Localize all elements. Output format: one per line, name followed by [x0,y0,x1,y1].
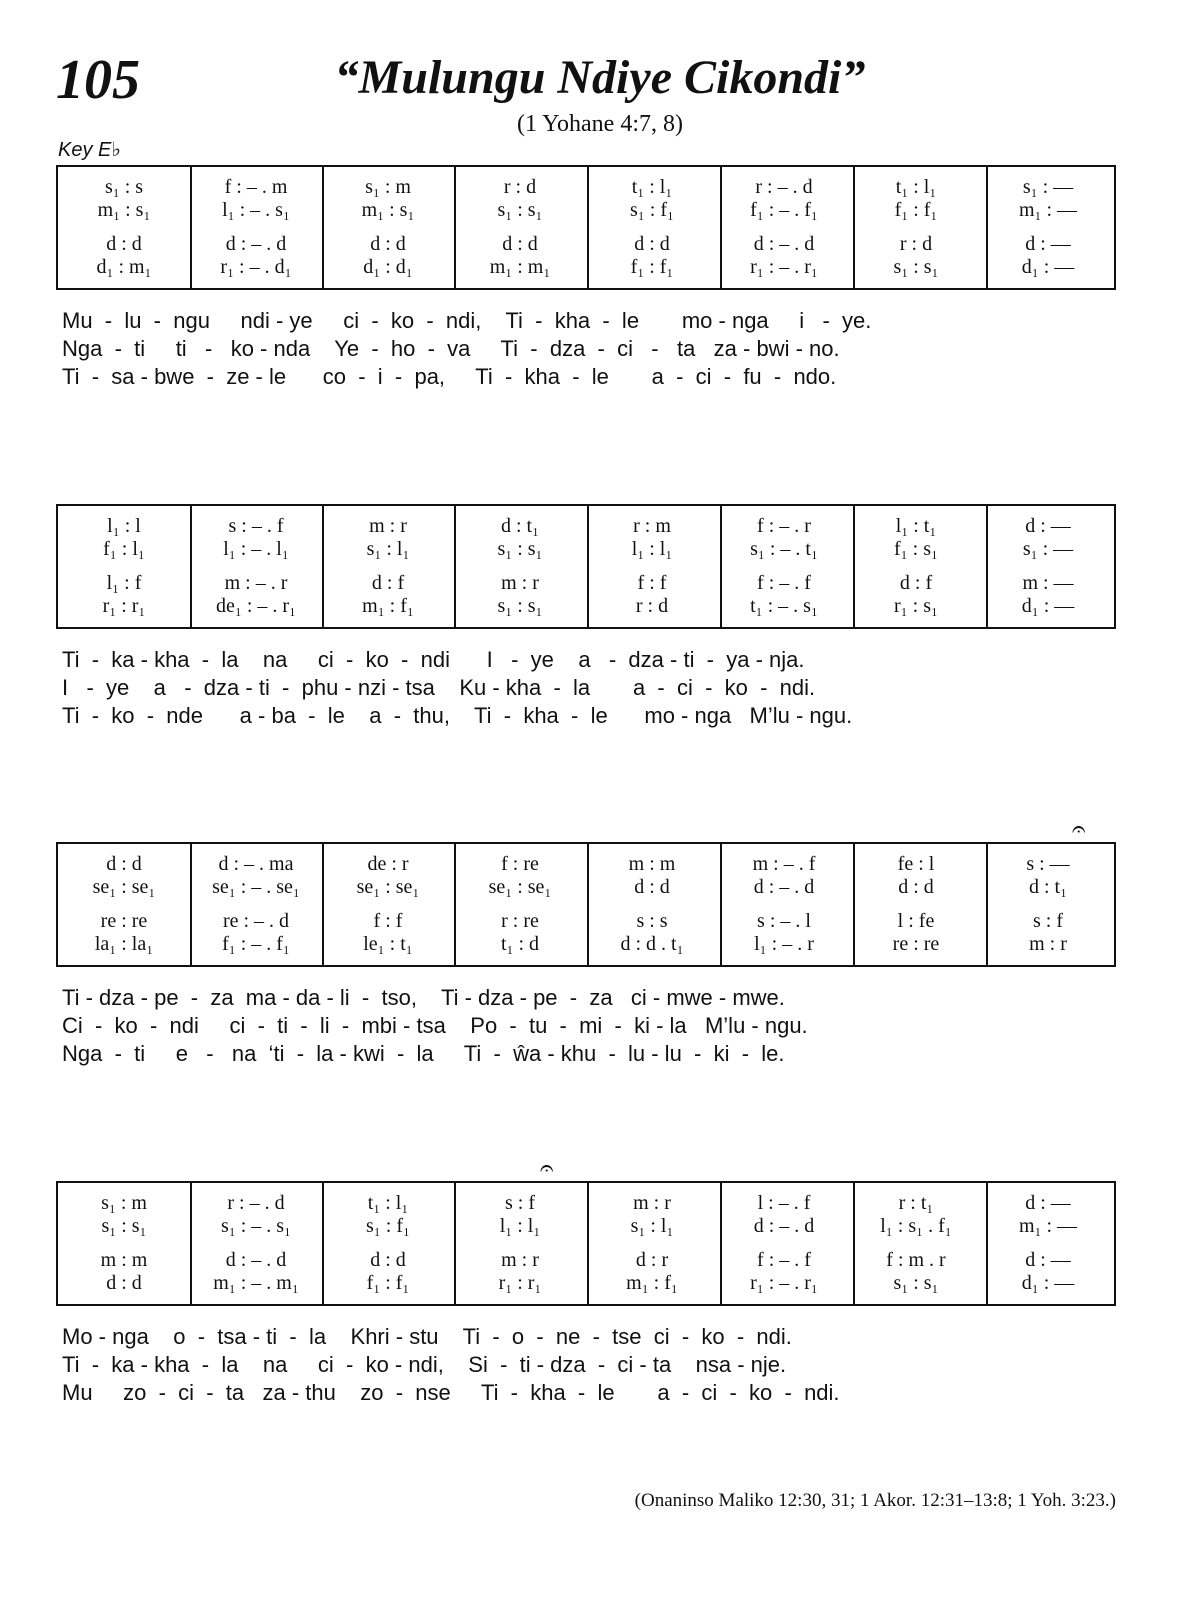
measure-notes: t₁ : – . s₁ [750,595,818,617]
measure-notes: f : – . r [757,515,811,537]
measure-notes: s₁ : — [1022,176,1074,198]
measure-notes: s₁ : l₁ [630,1215,674,1237]
measure-notes: l₁ : – . r [754,933,814,955]
voice-part-1 [58,175,1114,199]
measure-notes: l₁ : t₁ [895,515,937,537]
measure-notes: m : — [1022,572,1074,594]
measure-notes: m₁ : f₁ [362,595,414,617]
measure-notes: f₁ : l₁ [103,538,145,560]
voice-part-3 [58,571,1114,595]
voice-part-2 [58,1214,1114,1238]
measure-notes: d₁ : m₁ [96,256,152,278]
measure-notes: t₁ : d [500,933,540,955]
measure-notes: r : d [635,595,669,617]
measure-notes: se₁ : se₁ [92,876,156,898]
measure-notes: s₁ : – . t₁ [750,538,818,560]
measure-notes: d : d [898,876,934,898]
measure-notes: d : t₁ [500,515,540,537]
measure-notes: f : – . f [757,572,811,594]
solfa-system-1 [56,165,1116,290]
measure-notes: la₁ : la₁ [94,933,154,955]
voice-part-1 [58,852,1114,876]
measure-notes: l₁ : s₁ . f₁ [880,1215,952,1237]
measure-notes: l : fe [897,910,935,932]
measure-notes: f : m . r [886,1249,946,1271]
measure-notes: m : – . f [752,853,816,875]
measure-notes: m₁ : — [1018,199,1078,221]
measure-notes: s₁ : s₁ [497,538,543,560]
measure-notes: d : f [899,572,933,594]
voice-part-4 [58,932,1114,956]
measure-notes: re : – . d [222,910,290,932]
scripture-subtitle: (1 Yohane 4:7, 8) [517,111,683,137]
measure-notes: f₁ : s₁ [894,538,938,560]
measure-notes: s₁ : — [1022,538,1074,560]
measure-notes: d : d . t₁ [620,933,684,955]
measure-notes: d₁ : d₁ [363,256,413,278]
measure-notes: d : — [1025,1249,1071,1271]
fermata-icon: 𝄐 [1072,817,1086,843]
measure-notes: r₁ : r₁ [498,1272,542,1294]
measure-notes: s₁ : m [365,176,411,198]
voice-part-2 [58,537,1114,561]
measure-notes: f : f [637,572,667,594]
measure-notes: s : f [505,1192,535,1214]
measure-notes: s₁ : f₁ [630,199,674,221]
measure-notes: s₁ : l₁ [366,538,410,560]
measure-notes: s : — [1026,853,1070,875]
measure-notes: s₁ : s₁ [101,1215,147,1237]
measure-notes: se₁ : se₁ [488,876,552,898]
measure-notes: r : – . d [227,1192,285,1214]
measure-notes: f₁ : f₁ [894,199,938,221]
voice-part-4 [58,1271,1114,1295]
measure-notes: m : r [369,515,407,537]
measure-notes: re : re [100,910,148,932]
lyric-verse-3: Nga - ti e - na ‘ti - la - kwi - la Ti - ŵa - khu - lu - lu - ki - le. [62,1041,785,1066]
voice-part-1 [58,514,1114,538]
solfa-system-2 [56,504,1116,629]
measure-notes: s₁ : s₁ [497,595,543,617]
measure-notes: f : re [501,853,539,875]
lyric-verse-3: Mu zo - ci - ta za - thu zo - nse Ti - kha - le a - ci - ko - ndi. [62,1380,840,1405]
measure-notes: s₁ : s₁ [893,256,939,278]
measure-notes: de₁ : – . r₁ [215,595,297,617]
voice-part-3 [58,232,1114,256]
footer-reference: (Onaninso Maliko 12:30, 31; 1 Akor. 12:31–13:8; 1 Yoh. 3:23.) [634,1490,1116,1511]
voice-part-4 [58,255,1114,279]
measure-notes: m : m [100,1249,148,1271]
hymn-number: 105 [56,49,140,111]
voice-part-3 [58,909,1114,933]
measure-notes: m : m [628,853,676,875]
hymn-title: “Mulungu Ndiye Cikondi” [334,51,866,104]
measure-notes: d : – . ma [218,853,294,875]
lyric-verse-2: Nga - ti ti - ko - nda Ye - ho - va Ti - dza - ci - ta za - bwi - no. [62,336,840,361]
measure-notes: m₁ : s₁ [361,199,415,221]
measure-notes: d : f [371,572,405,594]
fermata-icon: 𝄐 [540,1156,554,1182]
measure-notes: s₁ : s₁ [497,199,543,221]
measure-notes: l₁ : l₁ [631,538,673,560]
voice-part-1 [58,1191,1114,1215]
measure-notes: r : re [501,910,539,932]
measure-notes: s₁ : m [101,1192,147,1214]
voice-part-4 [58,594,1114,618]
measure-notes: l₁ : l [107,515,141,537]
measure-notes: d₁ : — [1021,595,1075,617]
measure-notes: r : d [503,176,537,198]
measure-notes: r : – . d [755,176,813,198]
voice-part-2 [58,198,1114,222]
measure-notes: d₁ : — [1021,256,1075,278]
measure-notes: d : – . d [753,1215,815,1237]
measure-notes: d : d [502,233,538,255]
measure-notes: d : d [106,233,142,255]
measure-notes: s₁ : – . s₁ [220,1215,292,1237]
measure-notes: s₁ : f₁ [366,1215,410,1237]
lyrics-block-4 [56,1323,1116,1407]
measure-notes: s₁ : s₁ [893,1272,939,1294]
measure-notes: s : – . f [228,515,284,537]
measure-notes: s : – . l [757,910,811,932]
measure-notes: f₁ : – . f₁ [750,199,818,221]
measure-notes: f₁ : f₁ [366,1272,410,1294]
key-signature: Key E♭ [58,139,121,161]
measure-notes: se₁ : se₁ [356,876,420,898]
lyric-verse-1: Mo - nga o - tsa - ti - la Khri - stu Ti - o - ne - tse ci - ko - ndi. [62,1324,792,1349]
measure-notes: r₁ : – . r₁ [750,1272,818,1294]
measure-notes: s : f [1033,910,1063,932]
measure-notes: d : d [370,1249,406,1271]
measure-notes: fe : l [897,853,935,875]
measure-notes: l₁ : – . l₁ [223,538,289,560]
measure-notes: l₁ : l₁ [499,1215,541,1237]
measure-notes: d : – . d [753,233,815,255]
measure-notes: m₁ : m₁ [489,256,551,278]
measure-notes: m₁ : f₁ [626,1272,678,1294]
lyric-verse-2: Ci - ko - ndi ci - ti - li - mbi - tsa Po - tu - mi - ki - la M’lu - ngu. [62,1013,808,1038]
measure-notes: t₁ : l₁ [631,176,673,198]
measure-notes: d : t₁ [1028,876,1068,898]
measure-notes: m : r [633,1192,671,1214]
measure-notes: d : d [106,1272,142,1294]
measure-notes: de : r [367,853,409,875]
lyric-verse-3: Ti - sa - bwe - ze - le co - i - pa, Ti - kha - le a - ci - fu - ndo. [62,364,837,389]
lyric-verse-2: Ti - ka - kha - la na ci - ko - ndi, Si - ti - dza - ci - ta nsa - nje. [62,1352,787,1377]
voice-part-3 [58,1248,1114,1272]
measure-notes: r₁ : – . r₁ [750,256,818,278]
measure-notes: l₁ : f [106,572,142,594]
measure-notes: re : re [892,933,940,955]
measure-notes: m : r [501,1249,539,1271]
measure-notes: d : d [634,876,670,898]
measure-notes: t₁ : l₁ [895,176,937,198]
voice-part-2 [58,875,1114,899]
lyric-verse-1: Ti - ka - kha - la na ci - ko - ndi I - ye a - dza - ti - ya - nja. [62,647,805,672]
measure-notes: d : d [370,233,406,255]
measure-notes: d : — [1025,233,1071,255]
measure-notes: r₁ : s₁ [894,595,938,617]
measure-notes: d : d [634,233,670,255]
measure-notes: f : f [373,910,403,932]
measure-notes: m₁ : – . m₁ [213,1272,299,1294]
measure-notes: le₁ : t₁ [363,933,413,955]
measure-notes: d : — [1025,1192,1071,1214]
measure-notes: l : – . f [757,1192,811,1214]
measure-notes: f₁ : – . f₁ [222,933,290,955]
measure-notes: se₁ : – . se₁ [212,876,300,898]
measure-notes: f : – . m [224,176,288,198]
solfa-system-4 [56,1181,1116,1306]
lyrics-block-2 [56,646,1116,730]
lyrics-block-1 [56,307,1116,391]
measure-notes: m : r [501,572,539,594]
measure-notes: d : — [1025,515,1071,537]
solfa-system-3 [56,842,1116,967]
measure-notes: l₁ : – . s₁ [222,199,290,221]
measure-notes: f : – . f [757,1249,811,1271]
measure-notes: r : t₁ [898,1192,934,1214]
measure-notes: r₁ : – . d₁ [220,256,292,278]
lyric-verse-1: Ti - dza - pe - za ma - da - li - tso, Ti - dza - pe - za ci - mwe - mwe. [62,985,785,1010]
measure-notes: d : d [106,853,142,875]
lyric-verse-1: Mu - lu - ngu ndi - ye ci - ko - ndi, Ti - kha - le mo - nga i - ye. [62,308,872,333]
measure-notes: t₁ : l₁ [367,1192,409,1214]
measure-notes: m₁ : — [1018,1215,1078,1237]
measure-notes: d : – . d [753,876,815,898]
measure-notes: m : – . r [224,572,288,594]
measure-notes: r : d [899,233,933,255]
measure-notes: s₁ : s [104,176,144,198]
lyrics-block-3 [56,984,1116,1068]
measure-notes: r₁ : r₁ [102,595,146,617]
measure-notes: m₁ : s₁ [97,199,151,221]
lyric-verse-3: Ti - ko - nde a - ba - le a - thu, Ti - kha - le mo - nga M’lu - ngu. [62,703,853,728]
measure-notes: r : m [633,515,671,537]
measure-notes: d : – . d [225,233,287,255]
measure-notes: m : r [1029,933,1067,955]
measure-notes: f₁ : f₁ [630,256,674,278]
measure-notes: s : s [636,910,668,932]
measure-notes: d : – . d [225,1249,287,1271]
measure-notes: d₁ : — [1021,1272,1075,1294]
measure-notes: d : r [635,1249,669,1271]
lyric-verse-2: I - ye a - dza - ti - phu - nzi - tsa Ku - kha - la a - ci - ko - ndi. [62,675,816,700]
